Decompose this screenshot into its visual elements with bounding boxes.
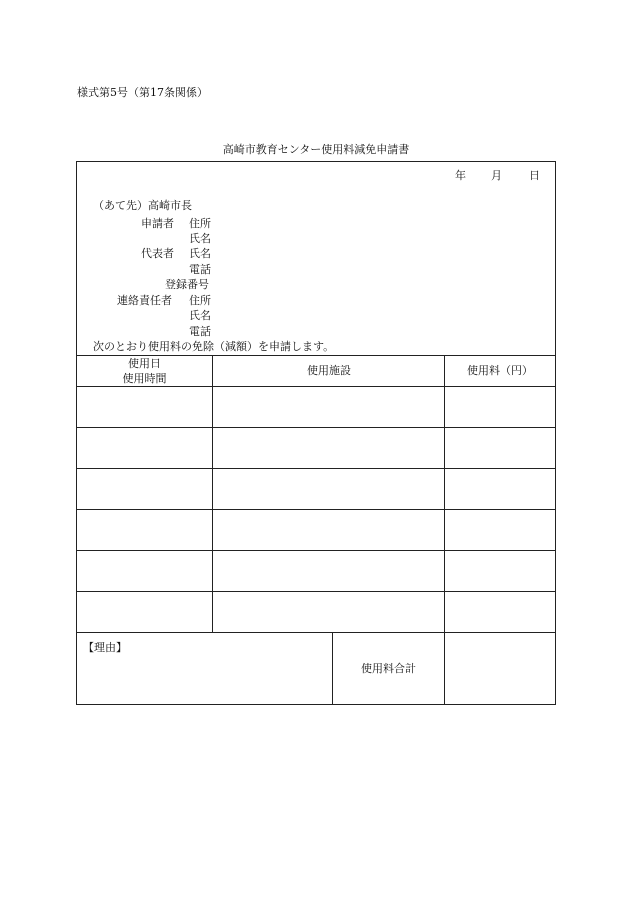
application-form <box>76 161 556 705</box>
table-cell-fee[interactable] <box>445 387 555 427</box>
contact-phone-label: 電話 <box>189 325 211 338</box>
table-cell-date[interactable] <box>77 551 212 591</box>
representative-name-label: 氏名 <box>189 247 211 260</box>
table-cell-facility[interactable] <box>213 551 444 591</box>
page-title: 高崎市教育センター使用料減免申請書 <box>222 143 410 156</box>
table-top-line <box>77 355 555 356</box>
form-number: 様式第5号（第17条関係） <box>77 86 208 99</box>
table-cell-date[interactable] <box>77 428 212 468</box>
table-cell-fee[interactable] <box>445 592 555 632</box>
table-cell-fee[interactable] <box>445 510 555 550</box>
contact-name-label: 氏名 <box>189 309 211 322</box>
applicant-name-label: 氏名 <box>189 232 211 245</box>
representative-label: 代表者 <box>141 247 174 260</box>
date-month-label: 月 <box>491 169 502 182</box>
header-facility: 使用施設 <box>307 364 351 377</box>
total-label: 使用料合計 <box>361 662 416 675</box>
date-year-label: 年 <box>455 169 466 182</box>
table-cell-facility[interactable] <box>213 510 444 550</box>
representative-phone-label: 電話 <box>189 263 211 276</box>
header-fee: 使用料（円） <box>467 364 533 377</box>
table-cell-date[interactable] <box>77 510 212 550</box>
table-cell-fee[interactable] <box>445 551 555 591</box>
table-cell-fee[interactable] <box>445 428 555 468</box>
registration-number-label: 登録番号 <box>165 278 209 291</box>
header-usage-time: 使用時間 <box>122 372 167 385</box>
table-cell-date[interactable] <box>77 592 212 632</box>
usage-table-body <box>77 387 555 632</box>
reason-label: 【理由】 <box>83 641 127 654</box>
table-cell-facility[interactable] <box>213 428 444 468</box>
addressee: （あて先）高崎市長 <box>93 199 192 212</box>
contact-address-label: 住所 <box>189 294 211 307</box>
date-day-label: 日 <box>529 169 540 182</box>
contact-label: 連絡責任者 <box>117 294 172 307</box>
table-cell-date[interactable] <box>77 387 212 427</box>
request-sentence: 次のとおり使用料の免除（減額）を申請します。 <box>93 340 335 353</box>
applicant-label: 申請者 <box>141 217 174 230</box>
reason-field[interactable] <box>83 656 327 700</box>
total-value-field[interactable] <box>445 633 555 704</box>
table-cell-facility[interactable] <box>213 469 444 509</box>
table-cell-facility[interactable] <box>213 592 444 632</box>
table-cell-date[interactable] <box>77 469 212 509</box>
table-cell-facility[interactable] <box>213 387 444 427</box>
table-cell-fee[interactable] <box>445 469 555 509</box>
applicant-address-label: 住所 <box>189 217 211 230</box>
header-usage-date: 使用日 <box>128 357 161 370</box>
